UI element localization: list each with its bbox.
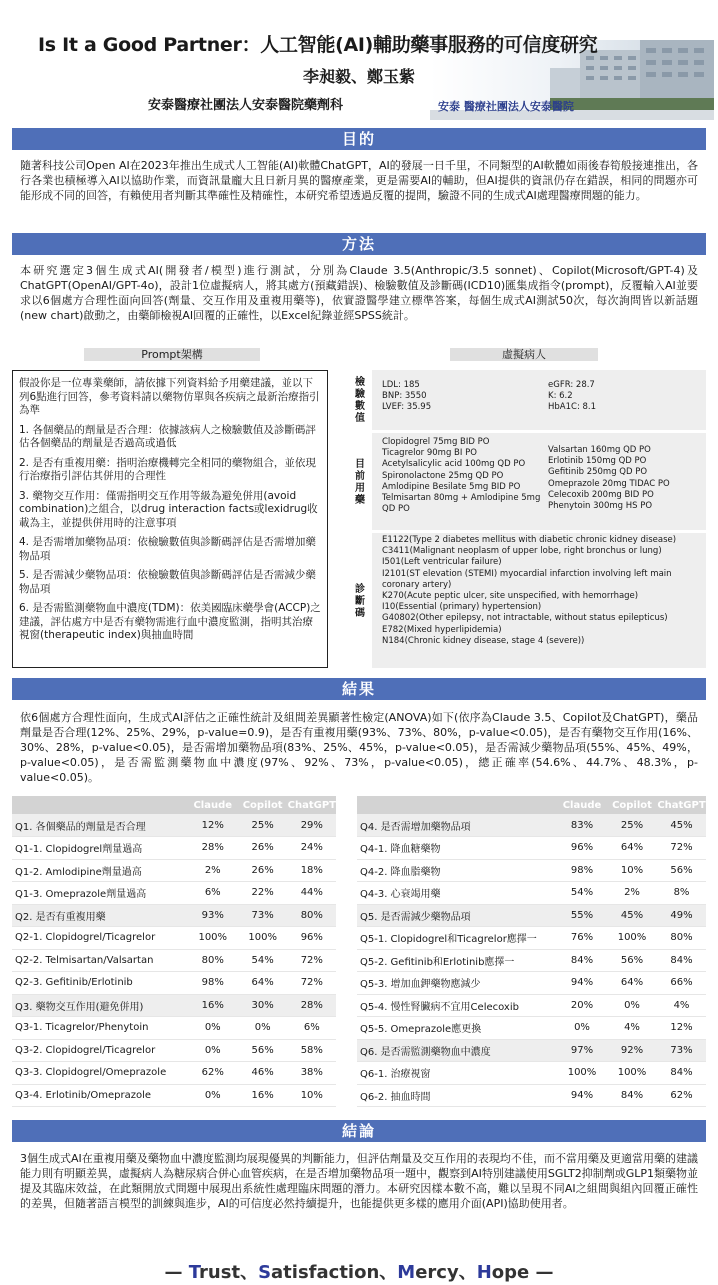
- row-question: Q6. 是否需監測藥物血中濃度: [357, 1039, 557, 1062]
- row-question: Q2-3. Gefitinib/Erlotinib: [12, 972, 188, 995]
- med-left: Acetylsalicylic acid 100mg QD PO: [382, 459, 526, 470]
- cell-chatgpt: 10%: [288, 1084, 336, 1107]
- cell-copilot: 0%: [238, 1017, 288, 1040]
- table-row: [357, 927, 706, 950]
- table-row: [357, 1084, 706, 1107]
- cell-chatgpt: 62%: [657, 1084, 706, 1107]
- cell-claude: 2%: [188, 859, 238, 882]
- cell-claude: 94%: [557, 972, 607, 995]
- cell-copilot: 64%: [607, 837, 657, 860]
- table-row: [12, 994, 336, 1017]
- col-header-claude: Claude: [188, 796, 238, 814]
- prompt-item-1: 1. 各個藥品的劑量是否合理：依據該病人之檢驗數值及診斷碼評估各個藥品的劑量是否過高或過低: [19, 423, 316, 449]
- cell-chatgpt: 12%: [657, 1017, 706, 1040]
- motto-sep: 、: [379, 1262, 398, 1283]
- table-row: [12, 1084, 336, 1107]
- cell-copilot: 25%: [607, 814, 657, 837]
- cell-copilot: 30%: [238, 994, 288, 1017]
- cell-copilot: 64%: [238, 972, 288, 995]
- cell-chatgpt: 38%: [288, 1062, 336, 1085]
- row-question: Q4-1. 降血糖藥物: [357, 837, 557, 860]
- dx-code: E1122(Type 2 diabetes mellitus with diabetic chronic kidney disease): [382, 535, 677, 545]
- table-row: [12, 814, 336, 837]
- cell-claude: 16%: [188, 994, 238, 1017]
- cell-chatgpt: 96%: [288, 927, 336, 950]
- cell-copilot: 0%: [607, 994, 657, 1017]
- cell-copilot: 56%: [238, 1039, 288, 1062]
- virtual-patient-box: [344, 370, 706, 668]
- cell-claude: 28%: [188, 837, 238, 860]
- cell-chatgpt: 72%: [657, 837, 706, 860]
- cell-claude: 80%: [188, 949, 238, 972]
- cell-copilot: 64%: [607, 972, 657, 995]
- cell-claude: 54%: [557, 882, 607, 905]
- motto-letter: S: [258, 1262, 272, 1283]
- dx-code: I501(Left ventricular failure): [382, 557, 502, 568]
- meds-side-label: 目前用藥: [344, 433, 372, 530]
- cell-chatgpt: 72%: [288, 972, 336, 995]
- cell-copilot: 2%: [607, 882, 657, 905]
- table-row: [12, 882, 336, 905]
- cell-chatgpt: 29%: [288, 814, 336, 837]
- row-question: Q6-2. 抽血時間: [357, 1084, 557, 1107]
- dx-code: G40802(Other epilepsy, not intractable, without status epilepticus): [382, 613, 668, 624]
- table-row: [357, 837, 706, 860]
- cell-claude: 76%: [557, 927, 607, 950]
- cell-claude: 0%: [188, 1039, 238, 1062]
- cell-chatgpt: 66%: [657, 972, 706, 995]
- med-left: Amlodipine Besilate 5mg BID PO: [382, 481, 521, 492]
- col-header-claude: Claude: [557, 796, 607, 814]
- cell-copilot: 26%: [238, 859, 288, 882]
- cell-copilot: 56%: [607, 949, 657, 972]
- row-question: Q2-2. Telmisartan/Valsartan: [12, 949, 188, 972]
- cell-copilot: 25%: [238, 814, 288, 837]
- med-left: Telmisartan 80mg + Amlodipine 5mg QD PO: [382, 493, 541, 515]
- table-row: [357, 994, 706, 1017]
- col-header-copilot: Copilot: [238, 796, 288, 814]
- cell-copilot: 10%: [607, 859, 657, 882]
- row-question: Q5-4. 慢性腎臟病不宜用Celecoxib: [357, 994, 557, 1017]
- table-row: [357, 1039, 706, 1062]
- row-question: Q3-2. Clopidogrel/Ticagrelor: [12, 1039, 188, 1062]
- prompt-structure-box: [12, 370, 328, 668]
- cell-claude: 83%: [557, 814, 607, 837]
- motto-letter: H: [476, 1262, 492, 1283]
- cell-copilot: 73%: [238, 904, 288, 927]
- cell-copilot: 100%: [607, 927, 657, 950]
- lab-egfr: eGFR: 28.7: [548, 380, 595, 390]
- prompt-label: Prompt架構: [84, 348, 260, 361]
- col-header: [357, 796, 557, 814]
- dx-code: I2101(ST elevation (STEMI) myocardial infarction involving left main coronary artery): [382, 568, 672, 590]
- col-header-chatgpt: ChatGPT: [288, 796, 336, 814]
- table-row: [12, 837, 336, 860]
- table-row: [12, 1062, 336, 1085]
- poster-title: Is It a Good Partner：人工智能(AI)輔助藥事服務的可信度研究: [38, 34, 598, 56]
- cell-claude: 20%: [557, 994, 607, 1017]
- motto-sep: 、: [240, 1262, 259, 1283]
- motto: [0, 1258, 718, 1284]
- cell-chatgpt: 80%: [288, 904, 336, 927]
- cell-copilot: 46%: [238, 1062, 288, 1085]
- dx-side-label: 診斷碼: [344, 533, 372, 668]
- cell-copilot: 92%: [607, 1039, 657, 1062]
- med-right: Phenytoin 300mg HS PO: [548, 501, 653, 512]
- cell-chatgpt: 44%: [288, 882, 336, 905]
- prompt-item-5: 5. 是否需減少藥物品項：依檢驗數值與診斷碼評估是否需減少藥物品項: [19, 569, 316, 595]
- cell-chatgpt: 56%: [657, 859, 706, 882]
- patient-meds-row: [344, 433, 706, 530]
- section-conclusion-header: 結論: [12, 1120, 706, 1142]
- cell-chatgpt: 18%: [288, 859, 336, 882]
- lab-lvef: LVEF: 35.95: [382, 402, 432, 413]
- table-row: [12, 927, 336, 950]
- cell-chatgpt: 6%: [288, 1017, 336, 1040]
- results-table-right: [357, 796, 706, 1107]
- table-row: [12, 1017, 336, 1040]
- authors: 李昶毅、鄭玉紫: [302, 67, 415, 86]
- cell-chatgpt: 28%: [288, 994, 336, 1017]
- table-row: [12, 859, 336, 882]
- cell-claude: 0%: [557, 1017, 607, 1040]
- cell-chatgpt: 45%: [657, 814, 706, 837]
- lab-ldl: LDL: 185: [382, 380, 420, 390]
- row-question: Q3-3. Clopidogrel/Omeprazole: [12, 1062, 188, 1085]
- table-header-row: [357, 796, 706, 814]
- cell-claude: 98%: [188, 972, 238, 995]
- cell-copilot: 54%: [238, 949, 288, 972]
- prompt-item-6: 6. 是否需監測藥物血中濃度(TDM)：依美國臨床藥學會(ACCP)之建議，評估處方中是否有藥物需進行血中濃度監測，指明其治療視窗(therapeutic index)與抽血時間: [19, 602, 321, 641]
- table-row: [357, 949, 706, 972]
- row-question: Q1-2. Amlodipine劑量過高: [12, 859, 188, 882]
- results-text: 依6個處方合理性面向，生成式AI評估之正確性統計及組間差異顯著性檢定(ANOVA)如下(依序為Claude 3.5、Copilot及ChatGPT)，藥品劑量是否合理(12%、25%、29%，p-value=0.9)，是否有重複用藥(93%、73%、80%，p-value<0.05)，是否有藥物交互作用(16%、30%、28%，p-value<0.05)，是否需增加藥物品項(83%、25%、45%，p-value<0.05)，是否需減少藥物品項(55%、45%、49%，p-value<0.05)，是否需監測藥物血中濃度(97%、92%、73%，p-value<0.05)，總正確率(54.6%、44.7%、48.3%，p-value<0.05)。: [20, 711, 698, 784]
- lab-k: K: 6.2: [548, 391, 573, 402]
- cell-claude: 97%: [557, 1039, 607, 1062]
- method-text: 本研究選定3個生成式AI(開發者/模型)進行測試，分別為Claude 3.5(Anthropic/3.5 sonnet)、Copilot(Microsoft/GPT-4)及ChatGPT(OpenAI/GPT-4o)，設計1位虛擬病人，將其處方(預藏錯誤)、檢驗數值及診斷碼(ICD10)匯集成指令(prompt)，反覆輸入AI並要求以6個處方合理性面向回答(劑量、交互作用及重複用藥等)，依實證醫學建立標準答案，每個生成式AI測試50次，每次詢問皆以新話題(new chart)啟動之，由藥師檢視AI回覆的正確性，以Excel紀錄並經SPSS統計。: [20, 264, 698, 322]
- cell-claude: 84%: [557, 949, 607, 972]
- cell-copilot: 22%: [238, 882, 288, 905]
- cell-copilot: 4%: [607, 1017, 657, 1040]
- cell-claude: 98%: [557, 859, 607, 882]
- lab-bnp: BNP: 3550: [382, 391, 427, 402]
- cell-chatgpt: 58%: [288, 1039, 336, 1062]
- cell-claude: 62%: [188, 1062, 238, 1085]
- row-question: Q3. 藥物交互作用(避免併用): [12, 994, 188, 1017]
- prompt-intro: 假設你是一位專業藥師，請依據下列資料給予用藥建議，並以下列6點進行回答，參考資料請以藥物仿單與各疾病之最新治療指引為準: [19, 377, 320, 416]
- motto-dash: —: [529, 1262, 554, 1283]
- patient-dx-row: [344, 533, 706, 668]
- row-question: Q5-5. Omeprazole應更換: [357, 1017, 557, 1040]
- row-question: Q5. 是否需減少藥物品項: [357, 904, 557, 927]
- col-header: [12, 796, 188, 814]
- cell-chatgpt: 80%: [657, 927, 706, 950]
- med-right: Valsartan 160mg QD PO: [548, 445, 651, 455]
- prompt-item-4: 4. 是否需增加藥物品項：依檢驗數值與診斷碼評估是否需增加藥物品項: [19, 536, 316, 562]
- table-row: [357, 904, 706, 927]
- cell-chatgpt: 84%: [657, 949, 706, 972]
- cell-claude: 0%: [188, 1084, 238, 1107]
- table-row: [357, 882, 706, 905]
- motto-letter: T: [188, 1262, 200, 1283]
- section-results-header: 結果: [12, 678, 706, 700]
- cell-chatgpt: 49%: [657, 904, 706, 927]
- motto-letter: M: [397, 1262, 416, 1283]
- cell-copilot: 26%: [238, 837, 288, 860]
- prompt-item-2: 2. 是否有重複用藥：指明治療機轉完全相同的藥物組合，並依現行治療指引評估其併用的合理性: [19, 456, 316, 482]
- med-right: Gefitinib 250mg QD PO: [548, 467, 648, 478]
- cell-claude: 0%: [188, 1017, 238, 1040]
- header: [0, 0, 718, 125]
- cell-copilot: 45%: [607, 904, 657, 927]
- row-question: Q2-1. Clopidogrel/Ticagrelor: [12, 927, 188, 950]
- row-question: Q5-1. Clopidogrel和Ticagrelor應擇一: [357, 927, 557, 950]
- med-left: Spironolactone 25mg QD PO: [382, 470, 504, 481]
- table-header-row: [12, 796, 336, 814]
- cell-claude: 100%: [188, 927, 238, 950]
- med-left: Clopidogrel 75mg BID PO: [382, 437, 490, 447]
- row-question: Q2. 是否有重複用藥: [12, 904, 188, 927]
- table-row: [357, 972, 706, 995]
- results-table-left: [12, 796, 336, 1107]
- cell-chatgpt: 8%: [657, 882, 706, 905]
- cell-claude: 12%: [188, 814, 238, 837]
- purpose-text: 隨著科技公司Open AI在2023年推出生成式人工智能(AI)軟體ChatGPT，AI的發展一日千里，不同類型的AI軟體如雨後春筍般接連推出，各行各業也積極導入AI以協助作業，而資訊量龐大且日新月異的醫療產業，更是需要AI的輔助，但AI提供的資訊仍存在錯誤，相同的問題亦可能形成不同的回答，有賴使用者判斷其準確性及精確性，本研究希望透過反覆的提問，驗證不同的生成式AI處理醫療問題的能力。: [20, 159, 698, 202]
- prompt-item-3: 3. 藥物交互作用：僅需指明交互作用等級為避免併用(avoid combination)之組合，以drug interaction facts或lexidrug收載為主，並提供併用時的注意事項: [19, 489, 318, 529]
- table-row: [357, 814, 706, 837]
- motto-word: rust: [199, 1262, 241, 1283]
- dx-code: K270(Acute peptic ulcer, site unspecified, with hemorrhage): [382, 591, 639, 602]
- table-row: [12, 1039, 336, 1062]
- affiliation: 安泰醫療社團法人安泰醫院藥劑科: [148, 98, 344, 113]
- cell-claude: 6%: [188, 882, 238, 905]
- row-question: Q5-3. 增加血鉀藥物應減少: [357, 972, 557, 995]
- row-question: Q1-3. Omeprazole劑量過高: [12, 882, 188, 905]
- motto-word: ercy: [415, 1262, 459, 1283]
- conclusion-text: 3個生成式AI在重複用藥及藥物血中濃度監測均展現優異的判斷能力，但評估劑量及交互作用的表現均不佳，而不當用藥及更適當用藥的建議能力則有明顯差異，虛擬病人為糖尿病合併心血管疾病，在是否增加藥物品項一題中，觀察到AI特別建議使用SGLT2抑制劑或GLP1類藥物並提及其臨床效益，在此類開放式問題中展現出系統性處理臨床問題的潛力。本研究因樣本數不高，難以呈現不同AI之組間與組內回覆正確性的差異，但隨著語言模型的訓練與進步，AI的可信度必然持續提升，也能提供更多樣的應用介面(API)協助使用者。: [20, 1152, 698, 1210]
- cell-copilot: 16%: [238, 1084, 288, 1107]
- motto-sep: 、: [458, 1262, 477, 1283]
- row-question: Q1-1. Clopidogrel劑量過高: [12, 837, 188, 860]
- table-row: [12, 949, 336, 972]
- med-right: Omeprazole 20mg TIDAC PO: [548, 478, 670, 489]
- dx-code: N184(Chronic kidney disease, stage 4 (severe)): [382, 635, 585, 646]
- table-row: [12, 972, 336, 995]
- cell-copilot: 100%: [238, 927, 288, 950]
- table-row: [357, 1062, 706, 1085]
- labs-side-label: 檢驗數值: [344, 370, 372, 430]
- cell-chatgpt: 4%: [657, 994, 706, 1017]
- cell-claude: 100%: [557, 1062, 607, 1085]
- row-question: Q3-4. Erlotinib/Omeprazole: [12, 1084, 188, 1107]
- table-row: [357, 859, 706, 882]
- cell-claude: 93%: [188, 904, 238, 927]
- row-question: Q4-2. 降血脂藥物: [357, 859, 557, 882]
- cell-claude: 55%: [557, 904, 607, 927]
- cell-chatgpt: 84%: [657, 1062, 706, 1085]
- cell-chatgpt: 72%: [288, 949, 336, 972]
- med-right: Erlotinib 150mg QD PO: [548, 456, 647, 467]
- cell-copilot: 100%: [607, 1062, 657, 1085]
- lab-hba1c: HbA1C: 8.1: [548, 402, 597, 413]
- dx-code: I10(Essential (primary) hypertension): [382, 602, 542, 613]
- table-row: [357, 1017, 706, 1040]
- patient-label: 虛擬病人: [450, 348, 598, 361]
- dx-code: E782(Mixed hyperlipidemia): [382, 624, 502, 635]
- row-question: Q4. 是否需增加藥物品項: [357, 814, 557, 837]
- motto-dash: —: [164, 1262, 189, 1283]
- row-question: Q4-3. 心衰竭用藥: [357, 882, 557, 905]
- row-question: Q3-1. Ticagrelor/Phenytoin: [12, 1017, 188, 1040]
- cell-chatgpt: 73%: [657, 1039, 706, 1062]
- section-method-header: 方法: [12, 233, 706, 255]
- patient-labs-row: [344, 370, 706, 430]
- motto-word: ope: [491, 1262, 530, 1283]
- section-purpose-header: 目的: [12, 128, 706, 150]
- col-header-chatgpt: ChatGPT: [657, 796, 706, 814]
- dx-code: C3411(Malignant neoplasm of upper lobe, right bronchus or lung): [382, 546, 662, 557]
- cell-chatgpt: 24%: [288, 837, 336, 860]
- cell-claude: 94%: [557, 1084, 607, 1107]
- row-question: Q1. 各個藥品的劑量是否合理: [12, 814, 188, 837]
- hospital-logo: 安泰 醫療社團法人安泰醫院: [438, 100, 574, 113]
- med-right: Celecoxib 200mg BID PO: [548, 489, 654, 500]
- table-row: [12, 904, 336, 927]
- row-question: Q6-1. 治療視窗: [357, 1062, 557, 1085]
- row-question: Q5-2. Gefitinib和Erlotinib應擇一: [357, 949, 557, 972]
- cell-claude: 96%: [557, 837, 607, 860]
- med-left: Ticagrelor 90mg BI PO: [382, 448, 477, 459]
- cell-copilot: 84%: [607, 1084, 657, 1107]
- motto-word: atisfaction: [271, 1262, 380, 1283]
- col-header-copilot: Copilot: [607, 796, 657, 814]
